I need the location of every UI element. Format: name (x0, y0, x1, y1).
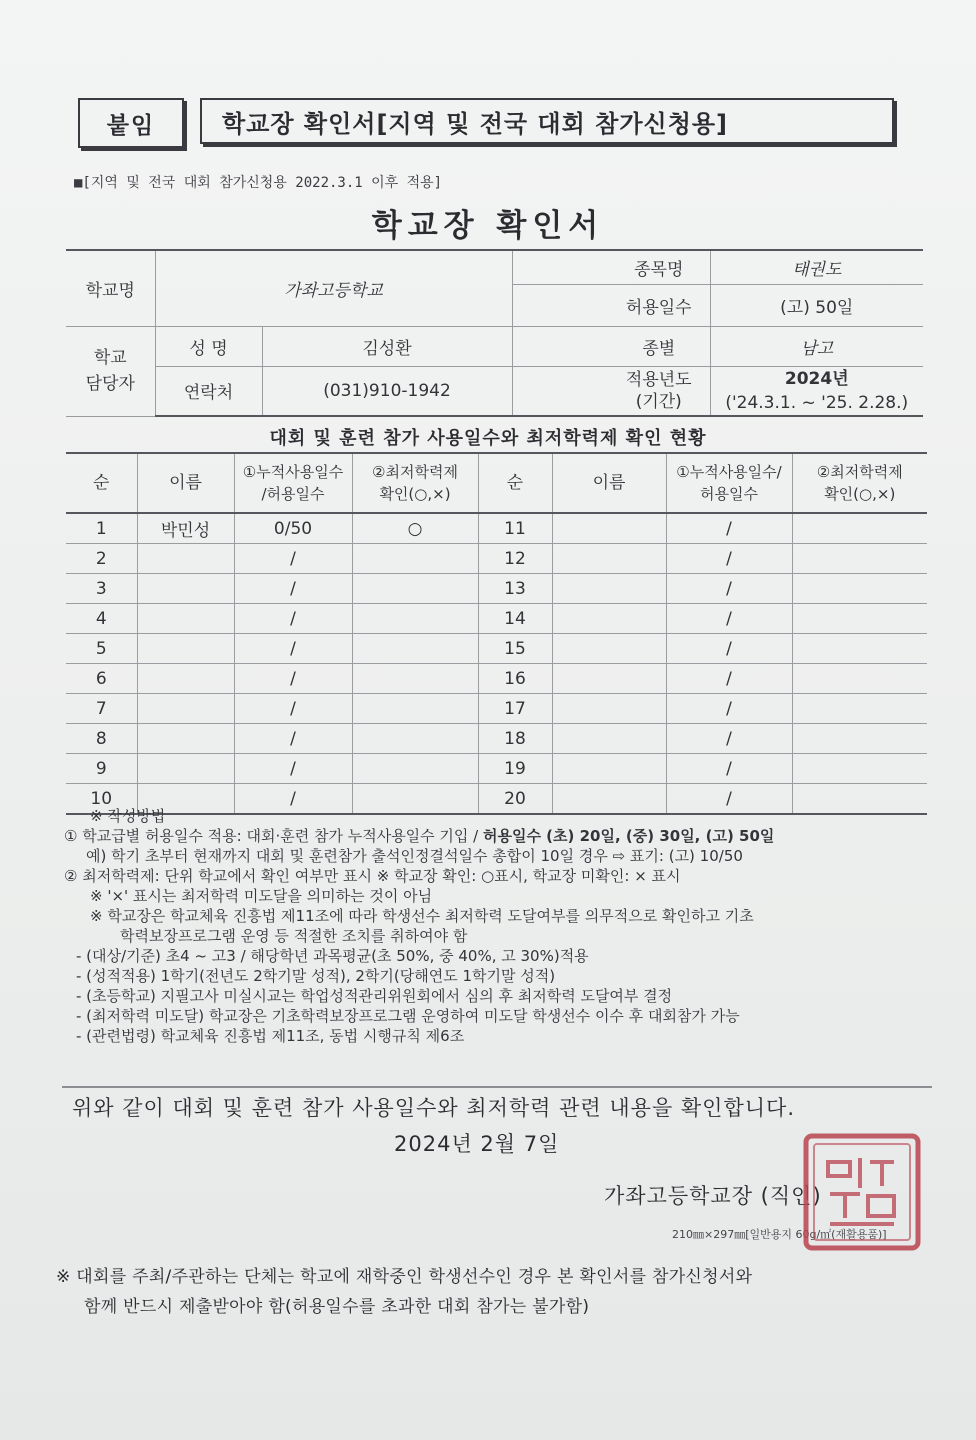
allowed-days-value: (고) 50일 (710, 284, 923, 326)
row-name-right (552, 664, 666, 694)
instruction-1-bold: 허용일수 (초) 20일, (중) 30일, (고) 50일 (483, 827, 775, 845)
contact-label-line2: 담당자 (85, 374, 135, 394)
table-row (66, 513, 927, 544)
row-no: 6 (66, 664, 137, 694)
row-days-right: / (666, 544, 792, 574)
row-no-right: 19 (478, 754, 552, 784)
row-no-right: 11 (478, 513, 552, 544)
row-name-right (552, 754, 666, 784)
year-label-line2: (기간) (635, 391, 682, 412)
col-no-header-right: 순 (478, 453, 552, 513)
participation-table (66, 452, 927, 815)
gender-value: 남고 (710, 326, 923, 366)
row-days: 0/50 (234, 513, 352, 544)
row-no: 7 (66, 694, 137, 724)
row-check (352, 754, 478, 784)
row-no: 8 (66, 724, 137, 754)
row-no-right: 18 (478, 724, 552, 754)
instructions (64, 806, 944, 1046)
row-name-right (552, 724, 666, 754)
applicability-note: ■[지역 및 전국 대회 참가신청용 2022.3.1 이후 적용] (74, 175, 443, 191)
detail-grades: - (성적적용) 1학기(전년도 2학기말 성적), 2학기(당해연도 1학기말 성적) (76, 967, 556, 985)
row-no-right: 15 (478, 634, 552, 664)
school-name-value: 가좌고등학교 (155, 250, 512, 326)
row-days-right: / (666, 634, 792, 664)
row-days: / (234, 784, 352, 815)
confirmation-statement: 위와 같이 대회 및 훈련 참가 사용일수와 최저학력 관련 내용을 확인합니다. (72, 1096, 796, 1120)
period-value: ('24.3.1. ~ '25. 2.28.) (725, 392, 909, 413)
instruction-4: ※ 학교장은 학교체육 진흥법 제11조에 따라 학생선수 최저학력 도달여부를 의무적으로 확인하고 기초 (90, 907, 754, 925)
row-name (137, 634, 234, 664)
row-days-right: / (666, 694, 792, 724)
school-info-table (66, 249, 923, 417)
row-days-right: / (666, 754, 792, 784)
row-check-right (792, 513, 927, 544)
row-check (352, 574, 478, 604)
row-check (352, 694, 478, 724)
row-name (137, 694, 234, 724)
participation-heading: 대회 및 훈련 참가 사용일수와 최저학력제 확인 현황 (269, 428, 707, 449)
col-days-header (234, 453, 352, 513)
phone-label: 연락처 (155, 366, 262, 416)
col-no-header: 순 (66, 453, 137, 513)
table-row (66, 634, 927, 664)
row-days-right: / (666, 513, 792, 544)
row-check-right (792, 664, 927, 694)
row-no: 9 (66, 754, 137, 784)
row-check-right (792, 574, 927, 604)
allowed-days-label: 허용일수 (608, 284, 710, 326)
row-days-right: / (666, 784, 792, 815)
row-days: / (234, 724, 352, 754)
row-name (137, 754, 234, 784)
document-title: 학교장 확인서 (371, 208, 605, 244)
col-days-right-line1: ①누적사용일수/ (676, 463, 782, 481)
table-row (66, 544, 927, 574)
name-label: 성 명 (155, 326, 262, 366)
col-days-line2: /허용일수 (261, 485, 325, 503)
year-label (608, 366, 710, 416)
table-row (66, 724, 927, 754)
row-days: / (234, 754, 352, 784)
table-row (66, 604, 927, 634)
col-days-right-line2: 허용일수 (700, 485, 758, 503)
col-check-line2: 확인(○,×) (379, 485, 451, 503)
row-name (137, 604, 234, 634)
instruction-4-cont: 학력보장프로그램 운영 등 적절한 조치를 취하여야 함 (120, 927, 468, 945)
row-name: 박민성 (137, 513, 234, 544)
row-check (352, 604, 478, 634)
row-no-right: 20 (478, 784, 552, 815)
row-no: 3 (66, 574, 137, 604)
row-check-right (792, 754, 927, 784)
row-days: / (234, 574, 352, 604)
row-days-right: / (666, 664, 792, 694)
detail-below-minimum: - (최저학력 미도달) 학교장은 기초학력보장프로그램 운영하여 미도달 학생선수 이수 후 대회참가 가능 (76, 1007, 740, 1025)
contact-label (66, 326, 155, 416)
row-no-right: 14 (478, 604, 552, 634)
submission-note-line1: ※ 대회를 주최/주관하는 단체는 학교에 재학중인 학생선수인 경우 본 확인서를 참가신청서와 (56, 1267, 753, 1287)
row-no: 1 (66, 513, 137, 544)
row-check-right (792, 694, 927, 724)
col-days-header-right (666, 453, 792, 513)
row-no: 10 (66, 784, 137, 815)
row-name-right (552, 574, 666, 604)
form-header-title: 학교장 확인서[지역 및 전국 대회 참가신청용] (200, 98, 894, 144)
row-name-right (552, 634, 666, 664)
col-check-right-line2: 확인(○,×) (824, 485, 896, 503)
table-row (66, 754, 927, 784)
col-name-header-right: 이름 (552, 453, 666, 513)
table-row (66, 694, 927, 724)
row-days-right: / (666, 604, 792, 634)
row-name (137, 664, 234, 694)
attachment-tag: 붙임 (78, 98, 184, 148)
row-no-right: 12 (478, 544, 552, 574)
row-check (352, 634, 478, 664)
instruction-1 (64, 826, 944, 846)
school-name-label: 학교명 (66, 250, 155, 326)
row-no-right: 16 (478, 664, 552, 694)
event-label: 종목명 (608, 250, 710, 284)
event-value: 태권도 (710, 250, 923, 284)
row-name-right (552, 694, 666, 724)
row-name (137, 544, 234, 574)
row-check: ○ (352, 513, 478, 544)
divider (62, 1086, 932, 1088)
issue-date: 2024년 2월 7일 (394, 1132, 560, 1156)
detail-laws: - (관련법령) 학교체육 진흥법 제11조, 동법 시행규칙 제6조 (76, 1027, 465, 1045)
row-days: / (234, 544, 352, 574)
participation-header-row (66, 453, 927, 513)
empty-cell (512, 326, 608, 366)
row-name-right (552, 544, 666, 574)
row-days: / (234, 694, 352, 724)
row-check (352, 664, 478, 694)
instruction-2: ② 최저학력제: 단위 학교에서 확인 여부만 표시 ※ 학교장 확인: ○표시, 학교장 미확인: × 표시 (64, 867, 681, 885)
row-days: / (234, 604, 352, 634)
year-label-line1: 적용년도 (625, 369, 692, 390)
row-days-right: / (666, 574, 792, 604)
year-value: 2024년 (784, 368, 849, 389)
row-no: 2 (66, 544, 137, 574)
empty-cell (512, 366, 608, 416)
col-check-header-right (792, 453, 927, 513)
submission-note (56, 1262, 936, 1322)
detail-target: - (대상/기준) 초4 ~ 고3 / 해당학년 과목평균(초 50%, 중 40%, 고 30%)적용 (76, 947, 589, 965)
row-check (352, 544, 478, 574)
row-days-right: / (666, 724, 792, 754)
detail-elementary: - (초등학교) 지필고사 미실시교는 학업성적관리위원회에서 심의 후 최저학력 도달여부 결정 (76, 987, 673, 1005)
row-no-right: 17 (478, 694, 552, 724)
submission-note-line2: 함께 반드시 제출받아야 함(허용일수를 초과한 대회 참가는 불가함) (84, 1297, 590, 1317)
col-check-header (352, 453, 478, 513)
row-check-right (792, 604, 927, 634)
row-check-right (792, 724, 927, 754)
gender-label: 종별 (608, 326, 710, 366)
principal-signature: 가좌고등학교장 (직인) (604, 1184, 822, 1208)
row-days: / (234, 634, 352, 664)
row-name (137, 574, 234, 604)
row-no-right: 13 (478, 574, 552, 604)
name-value: 김성환 (262, 326, 512, 366)
instructions-title: ※ 작성방법 (90, 807, 166, 825)
row-check (352, 724, 478, 754)
empty-cell (512, 284, 608, 326)
row-name (137, 724, 234, 754)
phone-value: (031)910-1942 (262, 366, 512, 416)
contact-label-line1: 학교 (93, 348, 127, 368)
instruction-1-text: ① 학교급별 허용일수 적용: 대회·훈련 참가 누적사용일수 기입 / (64, 827, 483, 845)
row-no: 4 (66, 604, 137, 634)
row-name-right (552, 604, 666, 634)
col-name-header: 이름 (137, 453, 234, 513)
row-no: 5 (66, 634, 137, 664)
col-check-line1: ②최저학력제 (372, 463, 458, 481)
official-seal-icon (800, 1132, 924, 1252)
row-days: / (234, 664, 352, 694)
instruction-3: ※ '×' 표시는 최저학력 미도달을 의미하는 것이 아님 (90, 887, 433, 905)
row-check-right (792, 634, 927, 664)
empty-cell (512, 250, 608, 284)
table-row (66, 664, 927, 694)
col-days-line1: ①누적사용일수 (242, 463, 344, 481)
instruction-1-example: 예) 학기 초부터 현재까지 대회 및 훈련참가 출석인정결석일수 총합이 10일 경우 ⇨ 표기: (고) 10/50 (86, 847, 743, 865)
table-row (66, 574, 927, 604)
row-name-right (552, 513, 666, 544)
paper-spec: 210㎜×297㎜[일반용지 60g/㎡(재활용품)] (672, 1228, 887, 1241)
year-value-cell (710, 366, 923, 416)
row-check-right (792, 544, 927, 574)
col-check-right-line1: ②최저학력제 (816, 463, 903, 481)
